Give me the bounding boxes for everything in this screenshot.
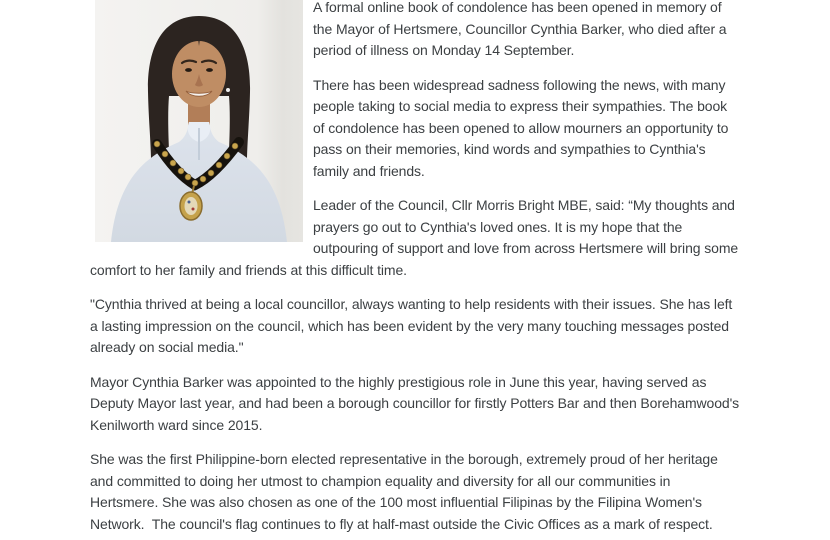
mayor-portrait-illustration xyxy=(95,0,303,242)
condolence-article xyxy=(90,0,743,535)
article-paragraph-5: Mayor Cynthia Barker was appointed to the highly prestigious role in June this year, having served as Deputy Mayor last year, and had been a borough councillor for firstly Potters Bar and then Borehamwood's Kenilworth ward since 2015. xyxy=(90,373,743,433)
article-paragraph-1: A formal online book of condolence has been opened in memory of the Mayor of Hertsmere, Councillor Cynthia Barker, who died after a period of illness on Monday 14 September. xyxy=(313,0,731,58)
article-paragraph-2: There has been widespread sadness following the news, with many people taking to social media to express their sympathies. The book of condolence has been opened to allow mourners an opportunity to pass on their memories, kind words and sympathies to Cynthia's family and friends. xyxy=(313,76,733,179)
mayor-portrait-photo xyxy=(95,0,303,242)
article-paragraph-6: She was the first Philippine-born elected representative in the borough, extremely proud of her heritage and committed to doing her utmost to champion equality and diversity for all our communities in Hertsmere. She was also chosen as one of the 100 most influential Filipinas by the Filipina Women's Network. The council's flag continues to fly at half-mast outside the Civic Offices as a mark of respect. xyxy=(90,451,722,532)
article-paragraph-3: Leader of the Council, Cllr Morris Bright MBE, said: “My thoughts and prayers go out to Cynthia's loved ones. It is my hope that the outpouring of support and love from across Hertsmere will bring some comfort to her family and friends at this difficult time. xyxy=(90,197,742,278)
article-paragraph-4: "Cynthia thrived at being a local councillor, always wanting to help residents with their issues. She has left a lasting impression on the council, which has been evident by the very many touching messages posted already on social media." xyxy=(90,296,737,355)
